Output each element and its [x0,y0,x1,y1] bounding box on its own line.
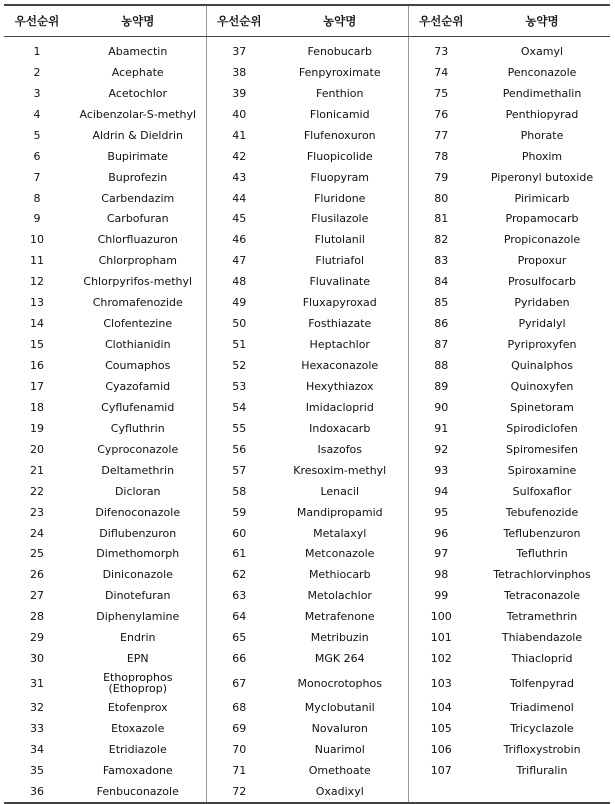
pesticide-name-cell: Acetochlor [108,86,168,100]
rank-cell: 81 [408,209,474,230]
table-row [4,271,610,292]
pesticide-name-cell: Deltamethrin [101,463,175,477]
pesticide-name-cell: Cyfluthrin [110,421,165,435]
pesticide-name-cell: Acibenzolar-S-methyl [79,107,197,121]
header-row [4,5,610,37]
pesticide-name-cell: Clothianidin [104,338,171,352]
rank-cell: 15 [30,338,44,352]
rank-cell: 14 [30,317,44,331]
rank-cell: 35 [30,763,44,777]
table-row [4,146,610,167]
pesticide-name-cell: Spiroxamine [507,463,577,477]
rank-cell: 39 [206,83,272,104]
table-row [4,481,610,502]
rank-cell: 94 [408,481,474,502]
rank-cell: 70 [206,739,272,760]
pesticide-name-cell: Omethoate [308,763,371,777]
rank-cell: 77 [408,125,474,146]
pesticide-name-cell: Carbendazim [101,191,175,205]
pesticide-name-cell: Spiromesifen [506,442,578,456]
pesticide-name-cell: Mandipropamid [296,505,383,519]
pesticide-name-cell: Trifluralin [516,763,568,777]
pesticide-name-cell: Fosthiazate [308,317,372,331]
rank-cell: 58 [206,481,272,502]
pesticide-name-cell: Tetrachlorvinphos [493,568,591,582]
rank-cell: 82 [408,229,474,250]
rank-cell: 61 [206,544,272,565]
pesticide-name-cell: Buprofezin [108,170,168,184]
pesticide-name-cell: Aldrin & Dieldrin [92,128,184,142]
pesticide-name-cell: Flutriafol [315,254,365,268]
pesticide-name-cell: Difenoconazole [95,505,181,519]
table-row [4,418,610,439]
rank-cell: 88 [408,355,474,376]
pesticide-name-cell: Kresoxim-methyl [293,463,387,477]
pesticide-name-cell: Methiocarb [308,568,371,582]
table-row [4,669,610,697]
table-row [4,355,610,376]
table-row [4,104,610,125]
pesticide-name-cell: Oxadixyl [272,781,408,803]
pesticide-name-cell: Piperonyl butoxide [490,170,594,184]
rank-cell: 79 [408,167,474,188]
pesticide-name-cell: Metribuzin [310,631,369,645]
rank-cell: 80 [408,188,474,209]
rank-cell: 85 [408,292,474,313]
rank-cell: 37 [206,37,272,62]
rank-cell: 36 [4,781,70,803]
rank-cell: 26 [30,568,44,582]
pesticide-name-cell: Prosulfocarb [507,275,577,289]
pesticide-name-cell: Lenacil [320,484,360,498]
pesticide-name-cell: Ethoprophos (Ethoprop) [103,671,173,696]
rank-cell: 95 [408,502,474,523]
rank-cell: 104 [408,697,474,718]
rank-cell: 4 [33,107,41,121]
pesticide-name-cell: Famoxadone [102,763,173,777]
rank-cell: 13 [30,296,44,310]
pesticide-name-cell: Flufenoxuron [303,128,376,142]
pesticide-name-cell: Quinalphos [511,359,573,373]
rank-cell: 21 [30,463,44,477]
pesticide-name-cell: Chlorpyrifos-methyl [83,275,193,289]
table-row [4,313,610,334]
rank-cell: 71 [206,760,272,781]
rank-cell: 87 [408,334,474,355]
rank-cell: 97 [408,544,474,565]
pesticide-name-cell: Tolfenpyrad [510,676,574,690]
table-row [4,37,610,62]
pesticide-name-cell: Pyriproxyfen [507,338,577,352]
pesticide-name-cell: Etofenprox [107,701,168,715]
pesticide-name-cell: Fluopyram [310,170,370,184]
rank-cell: 30 [30,652,44,666]
rank-cell: 27 [30,589,44,603]
pesticide-name-cell: Spinetoram [510,400,574,414]
pesticide-name-cell: Fluxapyroxad [302,296,377,310]
rank-cell: 107 [408,760,474,781]
pesticide-name-cell: Diflubenzuron [99,526,177,540]
rank-cell: 89 [408,376,474,397]
pesticide-name-cell: Penthiopyrad [505,107,579,121]
pesticide-name-cell: Cyflufenamid [101,400,175,414]
rank-cell: 6 [33,149,41,163]
rank-cell: 17 [30,379,44,393]
pesticide-name-cell: Metconazole [305,547,375,561]
pesticide-name-cell: Tebufenozide [505,505,579,519]
pesticide-name-cell: Metrafenone [304,610,375,624]
table-row [4,460,610,481]
pesticide-name-cell: Sulfoxaflor [512,484,572,498]
rank-cell: 28 [30,610,44,624]
pesticide-name-cell: Dimethomorph [96,547,180,561]
pesticide-name-cell: Phoxim [521,149,563,163]
pesticide-name-cell: Dinotefuran [105,589,171,603]
rank-cell: 57 [206,460,272,481]
rank-cell: 55 [206,418,272,439]
pesticide-name-cell: EPN [126,652,149,666]
pesticide-name-cell: Acephate [111,65,164,79]
rank-cell: 10 [30,233,44,247]
table-row [4,739,610,760]
rank-cell: 50 [206,313,272,334]
pesticide-name-cell: Myclobutanil [304,701,375,715]
pesticide-name-cell: Dicloran [114,484,161,498]
rank-cell: 67 [206,669,272,697]
pesticide-name-cell: Isazofos [317,442,363,456]
pesticide-name-cell: Carbofuran [106,212,169,226]
rank-cell: 2 [33,65,41,79]
rank-cell: 54 [206,397,272,418]
rank-cell: 86 [408,313,474,334]
rank-cell: 91 [408,418,474,439]
table-row [4,62,610,83]
rank-cell: 23 [30,505,44,519]
pesticide-name-cell: Flutolanil [314,233,365,247]
header-rank: 우선순위 [408,5,474,37]
pesticide-name-cell: Hexythiazox [305,379,374,393]
pesticide-name-cell: Flonicamid [309,107,370,121]
rank-cell: 33 [30,722,44,736]
pesticide-name-cell: Fluopicolide [306,149,373,163]
table-row [4,229,610,250]
rank-cell: 53 [206,376,272,397]
rank-cell: 100 [408,606,474,627]
rank-cell: 18 [30,400,44,414]
pesticide-name-cell: Metolachlor [307,589,372,603]
rank-cell: 51 [206,334,272,355]
pesticide-name-cell: Teflubenzuron [503,526,581,540]
pesticide-name-cell: Etoxazole [111,722,165,736]
table-row [4,606,610,627]
pesticide-name-cell: Tetramethrin [506,610,578,624]
rank-cell: 3 [33,86,41,100]
rank-cell: 96 [408,523,474,544]
pesticide-name-cell: Heptachlor [309,338,370,352]
pesticide-name-cell: Cyproconazole [97,442,179,456]
rank-cell: 40 [206,104,272,125]
rank-cell: 65 [206,627,272,648]
rank-cell: 69 [206,718,272,739]
table-row [4,397,610,418]
rank-cell: 29 [30,631,44,645]
table-row [4,439,610,460]
pesticide-name-cell: Pirimicarb [514,191,570,205]
rank-cell: 48 [206,271,272,292]
rank-cell: 72 [206,781,272,803]
rank-cell: 105 [408,718,474,739]
pesticide-name-cell: Novaluron [311,722,368,736]
table-row [4,376,610,397]
table-row [4,564,610,585]
rank-cell: 68 [206,697,272,718]
pesticide-name-cell: Propoxur [517,254,567,268]
pesticide-name-cell: Thiacloprid [511,652,573,666]
rank-cell: 73 [408,37,474,62]
header-name: 농약명 [70,5,206,37]
rank-cell: 16 [30,359,44,373]
table-row [4,718,610,739]
rank-cell: 76 [408,104,474,125]
pesticide-name-cell: Flusilazole [311,212,369,226]
rank-cell: 56 [206,439,272,460]
rank-cell: 90 [408,397,474,418]
pesticide-name-cell: Propamocarb [505,212,579,226]
pesticide-name-cell: Oxamyl [520,44,564,58]
rank-cell: 5 [33,128,41,142]
table-row [4,83,610,104]
rank-cell: 1 [33,44,41,58]
pesticide-table-container [4,4,610,804]
rank-cell: 44 [206,188,272,209]
rank-cell: 25 [30,547,44,561]
table-row [4,523,610,544]
pesticide-name-cell: Diniconazole [102,568,173,582]
pesticide-name-cell: Penconazole [507,65,577,79]
pesticide-name-cell: Fenobucarb [307,44,372,58]
pesticide-name-cell: Pyridaben [514,296,570,310]
rank-cell: 12 [30,275,44,289]
pesticide-name-cell: Phorate [520,128,564,142]
table-body [4,37,610,803]
table-row [4,627,610,648]
pesticide-name-cell: Trifloxystrobin [503,742,581,756]
rank-cell: 19 [30,421,44,435]
pesticide-name-cell: Clofentezine [103,317,173,331]
rank-cell: 98 [408,564,474,585]
rank-cell: 66 [206,648,272,669]
rank-cell: 49 [206,292,272,313]
rank-cell: 92 [408,439,474,460]
rank-cell: 8 [33,191,41,205]
pesticide-name-cell: Monocrotophos [297,676,382,690]
pesticide-name-cell: Quinoxyfen [510,379,574,393]
rank-cell: 42 [206,146,272,167]
rank-cell: 41 [206,125,272,146]
rank-cell: 38 [206,62,272,83]
table-row [4,697,610,718]
header-rank: 우선순위 [4,5,70,37]
rank-cell: 47 [206,250,272,271]
rank-cell: 60 [206,523,272,544]
pesticide-name-cell: Chlorpropham [98,254,177,268]
rank-cell: 93 [408,460,474,481]
rank-cell: 103 [408,669,474,697]
table-row [4,209,610,230]
pesticide-name-cell: Coumaphos [105,359,171,373]
pesticide-name-cell: Nuarimol [314,742,365,756]
rank-cell: 62 [206,564,272,585]
pesticide-name-cell: Hexaconazole [301,359,379,373]
pesticide-name-cell: Thiabendazole [501,631,583,645]
rank-cell: 63 [206,585,272,606]
pesticide-priority-table [4,4,610,804]
pesticide-name-cell: Cyazofamid [105,379,171,393]
pesticide-name-cell: Triadimenol [510,701,574,715]
header-name: 농약명 [272,5,408,37]
pesticide-name-cell: Chromafenozide [92,296,183,310]
pesticide-name-cell: Spirodiclofen [506,421,578,435]
table-row [4,648,610,669]
table-row [4,585,610,606]
pesticide-name-cell: Abamectin [108,44,168,58]
pesticide-name-cell: Pyridalyl [518,317,566,331]
pesticide-name-cell: Indoxacarb [309,421,371,435]
table-row [4,167,610,188]
header-name: 농약명 [474,5,610,37]
pesticide-name-cell: Endrin [120,631,156,645]
pesticide-name-cell: Fluridone [314,191,366,205]
rank-cell: 9 [33,212,41,226]
rank-cell: 24 [30,526,44,540]
pesticide-name-cell: MGK 264 [314,652,365,666]
rank-cell: 75 [408,83,474,104]
rank-cell: 99 [408,585,474,606]
pesticide-name-cell: Fluvalinate [309,275,370,289]
rank-cell: 83 [408,250,474,271]
rank-cell: 101 [408,627,474,648]
table-row [4,502,610,523]
table-row [4,188,610,209]
table-row [4,544,610,565]
pesticide-name-cell: Tefluthrin [516,547,568,561]
rank-cell: 102 [408,648,474,669]
pesticide-name-cell: Propiconazole [503,233,581,247]
rank-cell: 78 [408,146,474,167]
rank-cell: 106 [408,739,474,760]
table-row [4,292,610,313]
table-row [4,250,610,271]
rank-cell: 64 [206,606,272,627]
rank-cell: 46 [206,229,272,250]
rank-cell: 20 [30,442,44,456]
pesticide-name-cell: Chlorfluazuron [97,233,178,247]
pesticide-name-cell: Pendimethalin [502,86,582,100]
pesticide-name-cell: Fenthion [315,86,364,100]
header-rank: 우선순위 [206,5,272,37]
table-row [4,334,610,355]
rank-cell: 31 [30,676,44,690]
pesticide-name-cell: Fenbuconazole [70,781,206,803]
pesticide-name-cell: Bupirimate [107,149,169,163]
rank-cell: 45 [206,209,272,230]
pesticide-name-cell: Fenpyroximate [298,65,381,79]
rank-cell: 34 [30,742,44,756]
pesticide-name-cell: Tricyclazole [510,722,574,736]
pesticide-name-cell: Tetraconazole [503,589,580,603]
pesticide-name-cell: Etridiazole [108,742,167,756]
rank-cell: 22 [30,484,44,498]
rank-cell: 32 [30,701,44,715]
rank-cell: 7 [33,170,41,184]
rank-cell: 43 [206,167,272,188]
table-header [4,5,610,37]
rank-cell: 59 [206,502,272,523]
rank-cell: 11 [30,254,44,268]
rank-cell: 52 [206,355,272,376]
pesticide-name-cell: Metalaxyl [313,526,367,540]
pesticide-name-cell: Diphenylamine [96,610,180,624]
rank-cell: 74 [408,62,474,83]
table-row [4,760,610,781]
pesticide-name-cell: Imidacloprid [305,400,374,414]
rank-cell: 84 [408,271,474,292]
table-row [4,125,610,146]
